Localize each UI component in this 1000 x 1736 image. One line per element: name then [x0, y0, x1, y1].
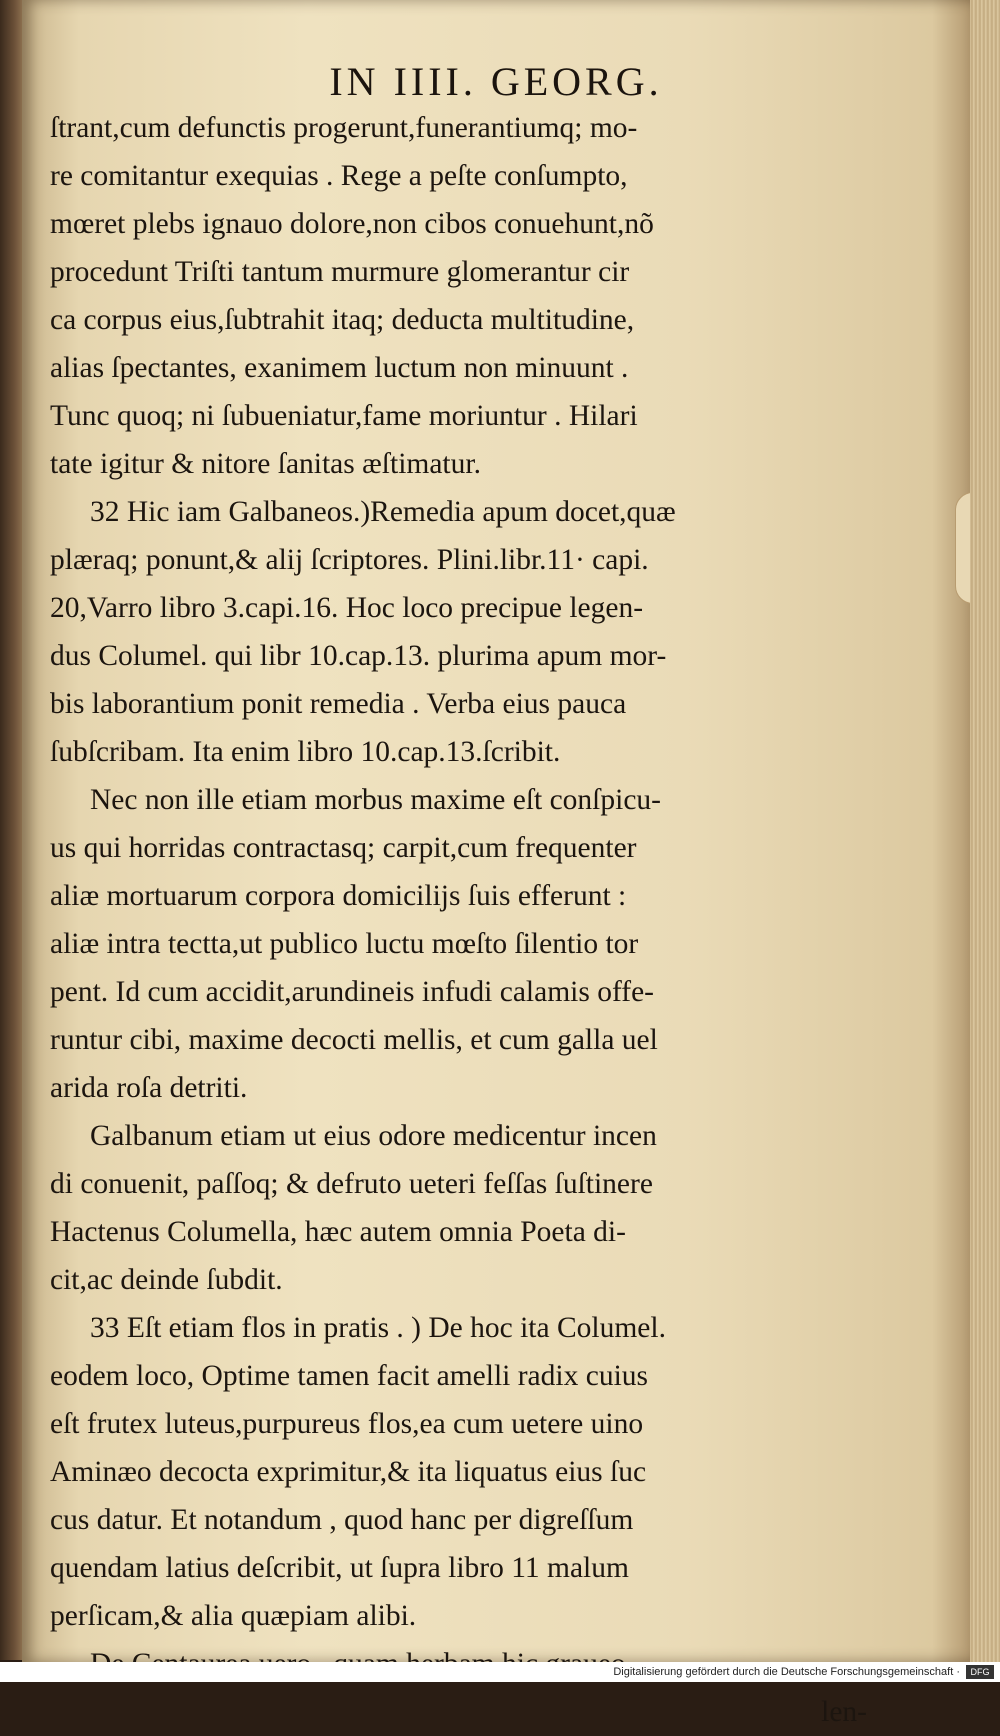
text-line: re comitantur exequias . Rege a peſte conſumpto, — [50, 160, 628, 192]
text-line: alias ſpectantes, exanimem luctum non minuunt . — [50, 352, 629, 384]
text-line: Hactenus Columella, hæc autem omnia Poeta di- — [50, 1216, 626, 1248]
text-line: pent. Id cum accidit,arundineis infudi calamis offe- — [50, 976, 655, 1008]
text-line: Tunc quoq; ni ſubueniatur,fame moriuntur . Hilari — [50, 400, 638, 432]
text-line: ſtrant,cum defunctis progerunt,funerantiumq; mo- — [50, 112, 638, 144]
text-line: quendam latius deſcribit, ut ſupra libro 11 malum — [50, 1552, 629, 1584]
text-line: tate igitur & nitore ſanitas æſtimatur. — [50, 448, 481, 480]
text-line: cit,ac deinde ſubdit. — [50, 1264, 283, 1296]
text-line: ca corpus eius,ſubtrahit itaq; deducta multitudine, — [50, 304, 635, 336]
running-head: IN IIII. GEORG. — [329, 59, 663, 104]
text-line: arida roſa detriti. — [50, 1072, 248, 1104]
text-line: Aminæo decocta exprimitur,& ita liquatus eius ſuc — [50, 1456, 647, 1488]
digitization-footer — [0, 1662, 1000, 1682]
footer-credit: Digitalisierung gefördert durch die Deutsche Forschungsgemeinschaft · — [613, 1666, 960, 1678]
text-line: 33 Eſt etiam flos in pratis . ) De hoc ita Columel. — [90, 1312, 666, 1344]
catchword: len- — [821, 1696, 867, 1728]
text-line: 20,Varro libro 3.capi.16. Hoc loco precipue legen- — [50, 592, 644, 624]
text-line: us qui horridas contractasq; carpit,cum frequenter — [50, 832, 637, 864]
text-line: mœret plebs ignauo dolore,non cibos conuehunt,nõ — [50, 208, 654, 240]
text-line: plæraq; ponunt,& alij ſcriptores. Plini.libr.11· capi. — [50, 544, 649, 576]
text-line: procedunt Triſti tantum murmure glomerantur cir — [50, 256, 630, 288]
text-line: eodem loco, Optime tamen facit amelli radix cuius — [50, 1360, 648, 1392]
text-line: aliæ intra tectta,ut publico luctu mœſto ſilentio tor — [50, 928, 639, 960]
text-line: ſubſcribam. Ita enim libro 10.cap.13.ſcribit. — [50, 736, 561, 768]
text-line: perſicam,& alia quæpiam alibi. — [50, 1600, 417, 1632]
text-line: eſt frutex luteus,purpureus flos,ea cum uetere uino — [50, 1408, 644, 1440]
text-line: dus Columel. qui libr 10.cap.13. plurima apum mor- — [50, 640, 667, 672]
dfg-logo: DFG — [966, 1665, 994, 1679]
text-line: di conuenit, paſſoq; & defruto ueteri feſſas ſuſtinere — [50, 1168, 653, 1200]
page-body-text — [50, 104, 885, 1736]
text-line: Galbanum etiam ut eius odore medicentur incen — [90, 1120, 657, 1152]
book-fore-edge — [970, 0, 1000, 1662]
text-line: 32 Hic iam Galbaneos.)Remedia apum docet,quæ — [90, 496, 676, 528]
text-line: Nec non ille etiam morbus maxime eſt conſpicu- — [90, 784, 661, 816]
text-line: cus datur. Et notandum , quod hanc per digreſſum — [50, 1504, 634, 1536]
text-line: aliæ mortuarum corpora domicilijs ſuis efferunt : — [50, 880, 627, 912]
text-line: bis laborantium ponit remedia . Verba eius pauca — [50, 688, 627, 720]
text-line: runtur cibi, maxime decocti mellis, et cum galla uel — [50, 1024, 658, 1056]
